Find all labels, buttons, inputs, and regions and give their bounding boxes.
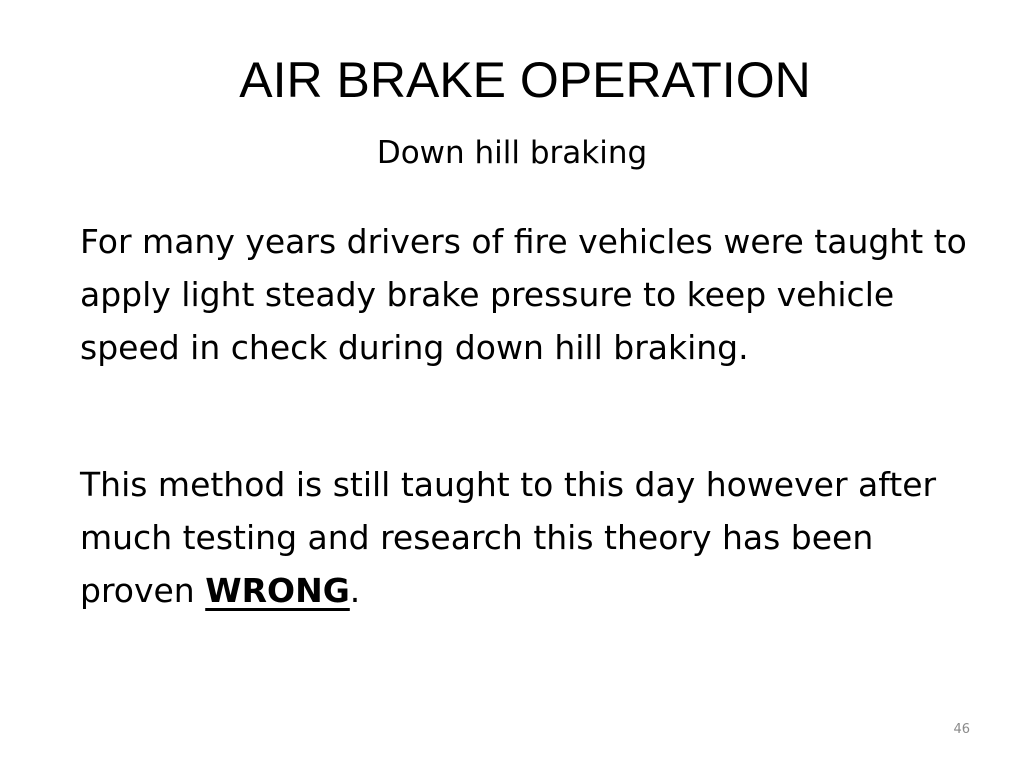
slide-number: 46 <box>953 722 970 737</box>
body-paragraph-1: For many years drivers of fire vehicles were taught to apply light steady brake pressure to keep vehicle speed in check during down hill braking. <box>80 222 967 367</box>
paragraph-2-text: This method is still taught to this day however after much testing and research this theory has been proven <box>80 465 937 610</box>
paragraph-2-end: . <box>349 571 361 610</box>
emphasis-word: WRONG <box>205 571 350 610</box>
body-paragraph-2 <box>80 458 980 617</box>
slide-title: AIR BRAKE OPERATION <box>239 52 811 108</box>
slide-subtitle: Down hill braking <box>376 135 648 171</box>
